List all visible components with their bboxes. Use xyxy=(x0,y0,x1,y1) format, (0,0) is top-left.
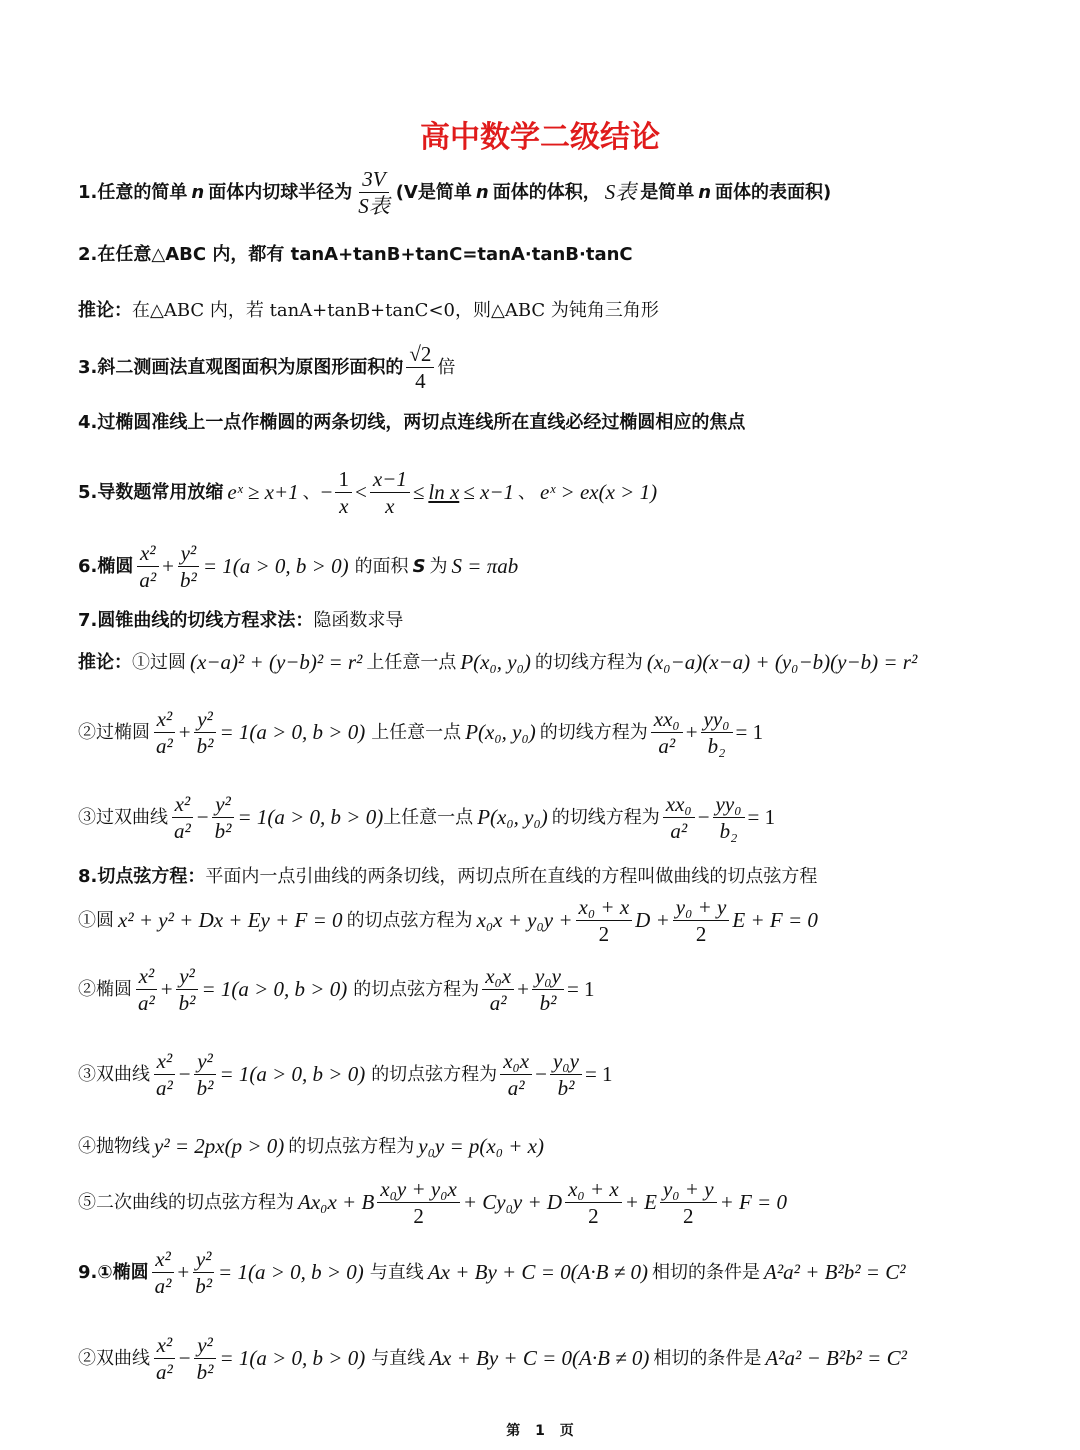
text-fragment: √2 xyxy=(406,343,434,368)
text-fragment: 为 xyxy=(429,555,448,577)
text-fragment: ②双曲线 xyxy=(78,1347,150,1369)
text-fragment: b² xyxy=(214,819,232,844)
math-fraction xyxy=(135,965,158,1014)
text-fragment: ④抛物线 xyxy=(78,1135,150,1157)
item-7 xyxy=(78,612,403,630)
text-fragment: ⑤二次曲线的切点弦方程为 xyxy=(78,1191,294,1213)
text-fragment: − xyxy=(178,1346,191,1371)
text-fragment: 的切线方程为 xyxy=(551,806,660,828)
text-fragment: Ax + By + C = 0(A·B ≠ 0) xyxy=(427,1260,649,1285)
text-fragment: E + F = 0 xyxy=(732,908,818,933)
text-fragment: xx₀ xyxy=(651,708,683,733)
chord-circle xyxy=(78,896,818,945)
item-9-ellipse xyxy=(78,1248,906,1297)
text-fragment: x² xyxy=(154,708,176,733)
text-fragment: + F = 0 xyxy=(719,1190,787,1215)
math-fraction xyxy=(177,542,200,591)
text-fragment: x² xyxy=(154,1334,176,1359)
text-fragment: Ax₀x + B xyxy=(298,1190,375,1215)
inference-2 xyxy=(78,652,917,673)
math-fraction xyxy=(194,1050,217,1099)
text-fragment: x₀ + x xyxy=(565,1178,622,1203)
text-fragment: 3V xyxy=(359,168,388,193)
math-fraction xyxy=(713,793,745,842)
text-fragment: b² xyxy=(195,1274,213,1299)
text-fragment: y² xyxy=(194,708,216,733)
text-fragment: P(x₀, y₀) xyxy=(460,650,531,674)
math-fraction xyxy=(192,1248,215,1297)
text-fragment: x² + y² + Dx + Ey + F = 0 xyxy=(118,908,343,933)
math-fraction xyxy=(152,1248,175,1297)
text-fragment: 4 xyxy=(415,369,426,394)
item-2 xyxy=(78,246,633,264)
math-fraction xyxy=(660,1178,717,1227)
text-fragment: 4.过椭圆准线上一点作椭圆的两条切线，两切点连线所在直线必经过椭圆相应的焦点 xyxy=(78,412,746,433)
text-fragment: x² xyxy=(152,1248,174,1273)
text-fragment: 隐函数求导 xyxy=(313,610,404,631)
math-fraction xyxy=(406,343,434,392)
text-fragment: a² xyxy=(139,568,157,593)
item-8 xyxy=(78,868,817,886)
item-5 xyxy=(78,468,657,517)
text-fragment: 3.斜二测画法直观图面积为原图形面积的 xyxy=(78,356,404,378)
math-fraction xyxy=(176,965,199,1014)
text-fragment: − xyxy=(178,1062,191,1087)
text-fragment: x−1 xyxy=(370,468,410,493)
chord-hyperbola xyxy=(78,1050,613,1099)
text-fragment: n xyxy=(191,181,205,203)
text-fragment: xx₀ xyxy=(663,793,695,818)
text-fragment: + xyxy=(177,1260,190,1285)
text-fragment: 的面积 xyxy=(354,555,409,577)
text-fragment: P(x₀, y₀) xyxy=(477,805,548,830)
text-fragment: y₀ + y xyxy=(673,896,730,921)
text-fragment: 推论： xyxy=(78,300,132,321)
text-fragment: y² xyxy=(178,542,200,567)
text-fragment: − xyxy=(535,1062,547,1087)
text-fragment: b² xyxy=(557,1076,575,1101)
math-fraction xyxy=(153,1050,176,1099)
text-fragment: (x₀−a)(x−a) + (y₀−b)(y−b) = r² xyxy=(646,650,918,674)
text-fragment: 上任意一点 xyxy=(383,806,474,828)
inference-1 xyxy=(78,302,659,320)
text-fragment: n xyxy=(698,181,712,203)
text-fragment: a² xyxy=(138,991,155,1016)
text-fragment: S xyxy=(412,555,426,577)
text-fragment: x₀x + y₀y + xyxy=(476,908,573,933)
insphere-radius-fraction xyxy=(355,168,393,217)
page-title: 高中数学二级结论 xyxy=(420,120,660,155)
text-fragment: = 1 xyxy=(584,1062,613,1087)
text-fragment: 1.任意的简单 xyxy=(78,181,188,203)
text-fragment: + Cy₀y + D xyxy=(462,1190,563,1215)
text-fragment: 2 xyxy=(695,922,707,947)
text-fragment: 上任意一点 xyxy=(371,721,462,743)
text-fragment: ②过椭圆 xyxy=(78,721,150,743)
text-fragment: a² xyxy=(154,1274,172,1299)
text-fragment: ≤ x−1 xyxy=(463,480,515,505)
text-fragment: 的切点弦方程为 xyxy=(288,1135,415,1157)
text-fragment: S = πab xyxy=(451,554,519,579)
text-fragment: 上任意一点 xyxy=(366,651,457,673)
item-6 xyxy=(78,542,518,591)
math-fraction xyxy=(212,793,235,842)
text-fragment: 2 xyxy=(413,1204,424,1229)
text-fragment: 的切线方程为 xyxy=(534,651,643,673)
text-fragment: 1 xyxy=(335,468,352,493)
text-fragment: x₀y + y₀x xyxy=(377,1178,460,1203)
text-fragment: 、 xyxy=(302,481,321,503)
text-fragment: ln x xyxy=(428,480,460,505)
text-fragment: a² xyxy=(507,1076,525,1101)
text-fragment: ①过圆 xyxy=(132,651,186,673)
text-fragment: x xyxy=(385,494,395,519)
item-1 xyxy=(78,168,831,217)
text-fragment: b² xyxy=(539,991,557,1016)
text-fragment: 、 xyxy=(518,481,537,503)
math-fraction xyxy=(550,1050,582,1099)
text-fragment: 面体的体积， xyxy=(492,181,601,203)
text-fragment: 9.①椭圆 xyxy=(78,1261,149,1283)
tangent-ellipse xyxy=(78,708,763,757)
text-fragment: = 1(a > 0, b > 0) xyxy=(237,805,384,830)
text-fragment: y² xyxy=(194,1334,216,1359)
text-fragment: < xyxy=(354,480,367,505)
text-fragment: = 1 xyxy=(735,720,764,745)
text-fragment: 2.在任意△ABC 内，都有 tanA+tanB+tanC=tanA·tanB·tanC xyxy=(78,244,633,265)
text-fragment: + xyxy=(178,720,191,745)
text-fragment: + xyxy=(162,554,175,579)
text-fragment: ③双曲线 xyxy=(78,1063,150,1085)
text-fragment: P(x₀, y₀) xyxy=(465,720,536,745)
math-fraction xyxy=(194,708,217,757)
math-fraction xyxy=(153,708,176,757)
text-fragment: x² xyxy=(154,1050,176,1075)
math-fraction xyxy=(153,1334,176,1383)
text-fragment: + E xyxy=(624,1190,657,1215)
text-fragment: a² xyxy=(156,1360,173,1385)
text-fragment: y₀y xyxy=(532,965,564,990)
text-fragment: y₀ + y xyxy=(660,1178,717,1203)
math-fraction xyxy=(377,1178,460,1227)
item-4 xyxy=(78,414,745,432)
math-fraction xyxy=(701,708,733,757)
text-fragment: (x−a)² + (y−b)² = r² xyxy=(190,650,363,674)
text-fragment: A²a² + B²b² = C² xyxy=(764,1260,906,1285)
text-fragment: A²a² − B²b² = C² xyxy=(765,1346,907,1371)
text-fragment: 在△ABC 内，若 tanA+tanB+tanC<0，则△ABC 为钝角三角形 xyxy=(132,300,659,321)
text-fragment: 6.椭圆 xyxy=(78,555,134,577)
text-fragment: b² xyxy=(196,1360,214,1385)
text-fragment: 与直线 xyxy=(371,1347,426,1369)
text-fragment: 相切的条件是 xyxy=(653,1347,762,1369)
item-3 xyxy=(78,343,455,392)
math-fraction xyxy=(565,1178,622,1227)
text-fragment: (V是简单 xyxy=(395,181,472,203)
text-fragment: 平面内一点引曲线的两条切线，两切点所在直线的方程叫做曲线的切点弦方程 xyxy=(205,866,818,887)
text-fragment: = 1 xyxy=(566,977,595,1002)
text-fragment: = 1(a > 0, b > 0) xyxy=(218,1260,364,1285)
text-fragment: y² = 2px(p > 0) xyxy=(154,1134,285,1158)
text-fragment: ①圆 xyxy=(78,909,114,931)
math-fraction xyxy=(482,965,514,1014)
math-fraction xyxy=(335,468,352,517)
math-fraction xyxy=(532,965,564,1014)
text-fragment: S表 xyxy=(358,194,390,219)
text-fragment: b₂ xyxy=(707,734,726,759)
math-fraction xyxy=(370,468,410,517)
text-fragment: 与直线 xyxy=(369,1261,424,1283)
text-fragment: 面体的表面积) xyxy=(715,181,832,203)
text-fragment: = 1(a > 0, b > 0) xyxy=(219,1346,366,1371)
math-fraction xyxy=(663,793,695,842)
text-fragment: = 1(a > 0, b > 0) xyxy=(219,720,366,745)
text-fragment: x xyxy=(339,494,349,519)
text-fragment: x₀ + x xyxy=(576,896,633,921)
text-fragment: = 1(a > 0, b > 0) xyxy=(202,554,349,579)
text-fragment: 2 xyxy=(598,922,610,947)
text-fragment: y² xyxy=(194,1050,216,1075)
text-fragment: 2 xyxy=(683,1204,694,1229)
text-fragment: y² xyxy=(212,793,234,818)
text-fragment: eˣ ≥ x+1 xyxy=(227,480,299,505)
text-fragment: 的切点弦方程为 xyxy=(371,1063,498,1085)
text-fragment: n xyxy=(475,181,489,203)
text-fragment: 5.导数题常用放缩 xyxy=(78,481,224,503)
text-fragment: + xyxy=(685,720,698,745)
text-fragment: x₀x xyxy=(482,965,514,990)
text-fragment: D + xyxy=(635,908,670,933)
text-fragment: 相切的条件是 xyxy=(652,1261,761,1283)
text-fragment: = 1 xyxy=(747,805,776,830)
text-fragment: 的切点弦方程为 xyxy=(353,978,480,1000)
chord-conic xyxy=(78,1178,787,1227)
text-fragment: 的切线方程为 xyxy=(539,721,648,743)
text-fragment: 8.切点弦方程： xyxy=(78,866,206,887)
text-fragment: x₀x xyxy=(500,1050,532,1075)
text-fragment: 倍 xyxy=(437,356,456,378)
text-fragment: + xyxy=(517,977,529,1002)
math-fraction xyxy=(500,1050,532,1099)
math-fraction xyxy=(194,1334,217,1383)
text-fragment: b² xyxy=(178,991,196,1016)
text-fragment: 的切点弦方程为 xyxy=(346,909,473,931)
text-fragment: yy₀ xyxy=(713,793,745,818)
text-fragment: Ax + By + C = 0(A·B ≠ 0) xyxy=(429,1346,650,1371)
text-fragment: y₀y xyxy=(550,1050,582,1075)
text-fragment: a² xyxy=(156,734,173,759)
text-fragment: ②椭圆 xyxy=(78,978,132,1000)
text-fragment: y² xyxy=(193,1248,215,1273)
math-fraction xyxy=(171,793,194,842)
text-fragment: x² xyxy=(172,793,194,818)
math-fraction xyxy=(651,708,683,757)
text-fragment: x² xyxy=(137,542,159,567)
text-fragment: 第 xyxy=(506,1423,521,1439)
text-fragment: b₂ xyxy=(719,819,738,844)
text-fragment: 面体内切球半径为 xyxy=(208,181,353,203)
text-fragment: 2 xyxy=(588,1204,599,1229)
text-fragment: + xyxy=(160,977,173,1002)
page-number xyxy=(0,1420,1080,1440)
text-fragment: 页 xyxy=(559,1423,574,1439)
text-fragment: ③过双曲线 xyxy=(78,806,168,828)
text-fragment: 7.圆锥曲线的切线方程求法： xyxy=(78,610,314,631)
text-fragment: ≤ xyxy=(412,480,425,505)
text-fragment: = 1(a > 0, b > 0) xyxy=(219,1062,366,1087)
text-fragment: b² xyxy=(180,568,197,593)
math-fraction xyxy=(673,896,730,945)
text-fragment: a² xyxy=(489,991,507,1016)
text-fragment: y₀y = p(x₀ + x) xyxy=(418,1134,544,1158)
text-fragment: yy₀ xyxy=(701,708,733,733)
text-fragment: 是简单 xyxy=(640,181,695,203)
text-fragment: 推论： xyxy=(78,651,132,673)
text-fragment: b² xyxy=(196,1076,214,1101)
text-fragment: S表 xyxy=(604,180,637,205)
text-fragment: − xyxy=(320,480,333,505)
chord-ellipse xyxy=(78,965,595,1014)
text-fragment: − xyxy=(196,805,209,830)
text-fragment: − xyxy=(697,805,710,830)
text-fragment: x² xyxy=(136,965,158,990)
text-fragment: a² xyxy=(156,1076,173,1101)
text-fragment: eˣ > ex(x > 1) xyxy=(540,480,658,505)
math-fraction xyxy=(136,542,159,591)
text-fragment: = 1(a > 0, b > 0) xyxy=(201,977,348,1002)
tangent-hyperbola xyxy=(78,793,775,842)
math-fraction xyxy=(576,896,633,945)
text-fragment: 1 xyxy=(535,1423,545,1439)
text-fragment: a² xyxy=(670,819,688,844)
item-9-hyperbola xyxy=(78,1334,907,1383)
text-fragment: a² xyxy=(174,819,191,844)
text-fragment: b² xyxy=(196,734,214,759)
text-fragment: y² xyxy=(176,965,198,990)
chord-parabola xyxy=(78,1136,544,1157)
text-fragment: a² xyxy=(658,734,676,759)
